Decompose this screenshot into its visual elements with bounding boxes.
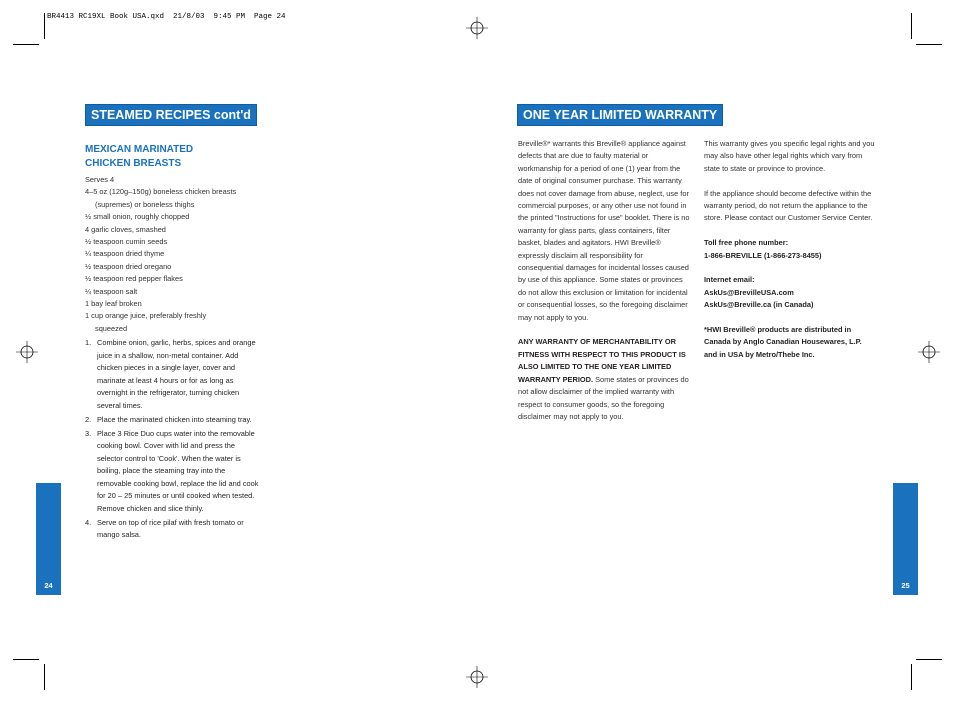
ingredient-item: ¼ teaspoon dried thyme [85,249,165,259]
ingredient-item: ½ teaspoon cumin seeds [85,237,168,247]
contact-phone: Toll free phone number: 1-866-BREVILLE (1-866-273-8455) [704,238,822,260]
page-number: 24 [44,581,53,590]
method-step: 3. Place 3 Rice Duo cups water into the removable cooking bowl. Cover with lid and press the selector control to 'Cook'. When the water is boiling, place the steaming tray into the removable cooking bowl, replace the lid and cook for 20 – 25 minutes or until cooked when tested. Remove chicken and slice thinly. [85,428,259,513]
page-tab-left [36,483,61,595]
recipe-title [85,143,193,171]
ingredient-item: ½ teaspoon dried oregano [85,261,172,271]
method-step: 2. Place the marinated chicken into steaming tray. [85,414,252,424]
warranty-column-2 [704,138,876,374]
warranty-column-1 [518,138,690,436]
crop-mark [13,44,39,45]
print-slug: BR4413 RC19XL Book USA.qxd 21/8/03 9:45 PM Page 24 [47,13,286,21]
registration-mark-icon [466,666,488,688]
ingredient-item: 1 bay leaf broken [85,299,142,309]
ingredient-item: ¼ teaspoon salt [85,286,138,296]
recipe-title-line: MEXICAN MARINATED [85,144,194,155]
warranty-paragraph: ANY WARRANTY OF MERCHANTABILITY OR FITNESS WITH RESPECT TO THIS PRODUCT IS ALSO LIMITED TO THE ONE YEAR LIMITED WARRANTY PERIOD. Some states or provinces do not allow disclaimer of the implied warranty with respect to consumer goods, so the foregoing disclaimer may not apply to you. [518,337,689,421]
left-page-heading: STEAMED RECIPES cont'd [85,104,257,126]
method-steps [85,337,260,543]
warranty-paragraph: This warranty gives you specific legal rights and you may also have other legal rights which vary from state to state or province to province. [704,139,875,173]
crop-mark [911,13,912,39]
ingredient-item: 4 garlic cloves, smashed [85,224,166,234]
serves-text: Serves 4 [85,175,115,184]
email-us-link[interactable]: AskUs@BrevilleUSA.com [704,287,794,297]
right-page-heading: ONE YEAR LIMITED WARRANTY [517,104,723,126]
contact-email: Internet email: AskUs@BrevilleUSA.com AskUs@Breville.ca (in Canada) [704,275,814,310]
ingredient-item: ½ teaspoon red pepper flakes [85,274,183,284]
ingredient-item: 1 cup orange juice, preferably freshly squeezed [85,311,207,333]
ingredient-item: ½ small onion, roughly chopped [85,212,190,222]
method-step: 4. Serve on top of rice pilaf with fresh tomato or mango salsa. [85,517,244,539]
ingredient-item: 4–5 oz (120g–150g) boneless chicken breasts (supremes) or boneless thighs [85,187,237,209]
warranty-paragraph: Breville®* warrants this Breville® appliance against defects that are due to faulty material or workmanship for a period of one (1) year from the date of original consumer purchase. This warranty does not cover damage from abuse, neglect, use for commercial purposes, or any other use not found in the printed "Instructions for use" booklet. There is no warranty for glass parts, glass containers, filter basket, blades and agitators. HWI Breville® expressly disclaim all responsibility for consequential damages for incidental losses caused by use of this appliance. Some states or provinces do not allow this exclusion or limitation for incidental or consequential losses, so the foregoing disclaimer may not apply to you. [518,139,690,322]
crop-mark [916,659,942,660]
crop-mark [44,13,45,39]
registration-mark-icon [918,341,940,363]
registration-mark-icon [466,17,488,39]
crop-mark [916,44,942,45]
recipe-title-line: CHICKEN BREASTS [85,158,182,169]
email-ca-link[interactable]: AskUs@Breville.ca (in Canada) [704,300,814,310]
ingredient-list [85,174,265,335]
crop-mark [44,664,45,690]
warranty-paragraph: If the appliance should become defective within the warranty period, do not return the appliance to the store. Please contact our Customer Service Center. [704,188,873,223]
page-number: 25 [901,581,910,590]
registration-mark-icon [16,341,38,363]
page-tab-right [893,483,918,595]
method-step: 1. Combine onion, garlic, herbs, spices and orange juice in a shallow, non-metal container. Add chicken pieces in a single layer, cover and marinate at least 4 hours or for as long as overnight in the refrigerator, turning chicken several times. [85,338,256,410]
crop-mark [911,664,912,690]
distribution-note: *HWI Breville® products are distributed in Canada by Anglo Canadian Housewares, L.P. and in USA by Metro/Thebe Inc. [704,325,862,359]
crop-mark [13,659,39,660]
